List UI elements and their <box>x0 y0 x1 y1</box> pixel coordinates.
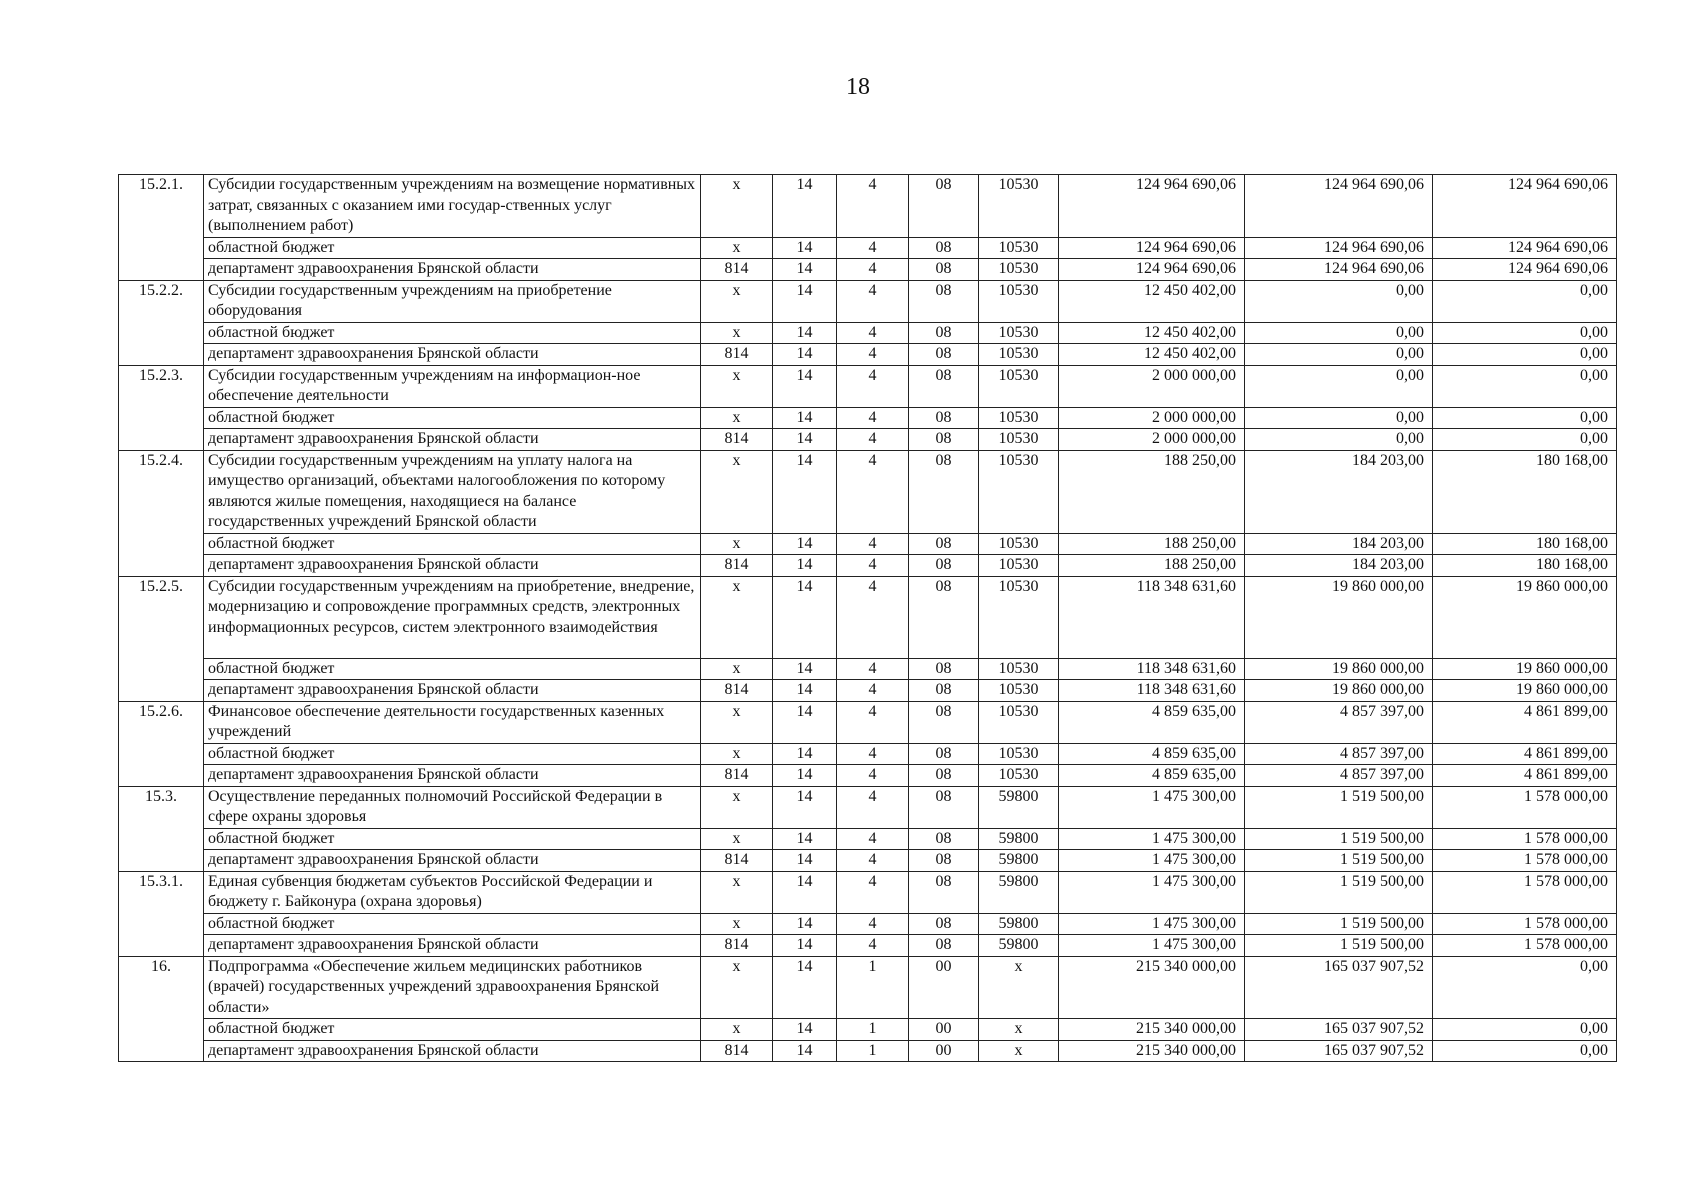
amount-year-1: 118 348 631,60 <box>1059 680 1245 702</box>
amount-year-1: 12 450 402,00 <box>1059 280 1245 322</box>
budget-code: 1 <box>837 1019 909 1041</box>
amount-year-3: 1 578 000,00 <box>1433 871 1617 913</box>
amount-year-3: 0,00 <box>1433 1040 1617 1062</box>
amount-year-3: 0,00 <box>1433 1019 1617 1041</box>
budget-code: 1 <box>837 956 909 1019</box>
table-subrow <box>119 533 1617 555</box>
budget-code: х <box>701 786 773 828</box>
budget-code: 10530 <box>979 765 1059 787</box>
budget-code: 14 <box>773 322 837 344</box>
budget-code: 10530 <box>979 658 1059 680</box>
budget-code: 08 <box>909 533 979 555</box>
budget-code: 14 <box>773 533 837 555</box>
budget-code: 08 <box>909 175 979 238</box>
table-subrow <box>119 1040 1617 1062</box>
budget-code: 10530 <box>979 429 1059 451</box>
subrow-description: департамент здравоохранения Брянской области <box>204 344 701 366</box>
amount-year-3: 4 861 899,00 <box>1433 765 1617 787</box>
amount-year-1: 1 475 300,00 <box>1059 786 1245 828</box>
amount-year-2: 1 519 500,00 <box>1245 913 1433 935</box>
item-number: 15.2.4. <box>119 450 204 576</box>
amount-year-2: 1 519 500,00 <box>1245 828 1433 850</box>
table-row <box>119 175 1617 238</box>
budget-code: х <box>701 280 773 322</box>
amount-year-1: 1 475 300,00 <box>1059 935 1245 957</box>
budget-code: 814 <box>701 429 773 451</box>
budget-code: х <box>701 913 773 935</box>
amount-year-2: 165 037 907,52 <box>1245 1040 1433 1062</box>
table-subrow <box>119 743 1617 765</box>
subrow-description: областной бюджет <box>204 237 701 259</box>
amount-year-1: 124 964 690,06 <box>1059 237 1245 259</box>
amount-year-1: 4 859 635,00 <box>1059 765 1245 787</box>
budget-code: 814 <box>701 935 773 957</box>
table-row <box>119 701 1617 743</box>
budget-code: 14 <box>773 450 837 533</box>
budget-code: х <box>701 576 773 658</box>
budget-code: 14 <box>773 344 837 366</box>
amount-year-2: 0,00 <box>1245 344 1433 366</box>
budget-code: 59800 <box>979 786 1059 828</box>
item-description: Субсидии государственным учреждениям на уплату налога на имущество организаций, объектами налогообложения по которому являются жилые помещения, находящиеся на балансе государственных учреждений Брянской области <box>204 450 701 533</box>
budget-code: 4 <box>837 450 909 533</box>
item-description: Единая субвенция бюджетам субъектов Российской Федерации и бюджету г. Байконура (охрана здоровья) <box>204 871 701 913</box>
subrow-description: департамент здравоохранения Брянской области <box>204 765 701 787</box>
budget-code: 4 <box>837 701 909 743</box>
amount-year-2: 184 203,00 <box>1245 450 1433 533</box>
table-subrow <box>119 322 1617 344</box>
amount-year-1: 188 250,00 <box>1059 555 1245 577</box>
amount-year-2: 124 964 690,06 <box>1245 237 1433 259</box>
budget-code: 10530 <box>979 533 1059 555</box>
budget-code: 14 <box>773 555 837 577</box>
amount-year-2: 19 860 000,00 <box>1245 680 1433 702</box>
budget-code: х <box>701 322 773 344</box>
amount-year-2: 124 964 690,06 <box>1245 259 1433 281</box>
table-subrow <box>119 344 1617 366</box>
subrow-description: департамент здравоохранения Брянской области <box>204 850 701 872</box>
item-number: 15.3. <box>119 786 204 871</box>
budget-code: 10530 <box>979 576 1059 658</box>
table-subrow <box>119 658 1617 680</box>
budget-code: 08 <box>909 365 979 407</box>
amount-year-3: 4 861 899,00 <box>1433 743 1617 765</box>
budget-code: х <box>701 237 773 259</box>
budget-code: 4 <box>837 322 909 344</box>
budget-code: 14 <box>773 935 837 957</box>
budget-code: 59800 <box>979 913 1059 935</box>
budget-code: 14 <box>773 1040 837 1062</box>
budget-code: 4 <box>837 576 909 658</box>
table-row <box>119 365 1617 407</box>
budget-code: 08 <box>909 555 979 577</box>
budget-code: 14 <box>773 407 837 429</box>
budget-code: 4 <box>837 786 909 828</box>
table-subrow <box>119 555 1617 577</box>
budget-code: 08 <box>909 407 979 429</box>
amount-year-2: 1 519 500,00 <box>1245 935 1433 957</box>
budget-code: 814 <box>701 259 773 281</box>
budget-code: 10530 <box>979 175 1059 238</box>
amount-year-1: 1 475 300,00 <box>1059 828 1245 850</box>
budget-code: 59800 <box>979 850 1059 872</box>
amount-year-2: 4 857 397,00 <box>1245 743 1433 765</box>
table-subrow <box>119 407 1617 429</box>
budget-code: 08 <box>909 259 979 281</box>
amount-year-3: 19 860 000,00 <box>1433 576 1617 658</box>
amount-year-3: 124 964 690,06 <box>1433 237 1617 259</box>
budget-code: 4 <box>837 429 909 451</box>
budget-code: 14 <box>773 871 837 913</box>
budget-code: 08 <box>909 344 979 366</box>
budget-code: х <box>701 1019 773 1041</box>
amount-year-2: 1 519 500,00 <box>1245 871 1433 913</box>
item-number: 15.3.1. <box>119 871 204 956</box>
budget-code: х <box>979 1040 1059 1062</box>
table-subrow <box>119 935 1617 957</box>
item-description: Субсидии государственным учреждениям на информацион-ное обеспечение деятельности <box>204 365 701 407</box>
amount-year-3: 0,00 <box>1433 365 1617 407</box>
budget-code: 08 <box>909 576 979 658</box>
budget-code: 4 <box>837 850 909 872</box>
budget-code: 59800 <box>979 935 1059 957</box>
budget-code: 14 <box>773 828 837 850</box>
budget-code: 4 <box>837 555 909 577</box>
item-description: Финансовое обеспечение деятельности государственных казенных учреждений <box>204 701 701 743</box>
budget-code: 10530 <box>979 555 1059 577</box>
budget-code: 14 <box>773 850 837 872</box>
subrow-description: департамент здравоохранения Брянской области <box>204 1040 701 1062</box>
table-subrow <box>119 237 1617 259</box>
amount-year-2: 165 037 907,52 <box>1245 1019 1433 1041</box>
amount-year-3: 1 578 000,00 <box>1433 913 1617 935</box>
budget-code: 59800 <box>979 828 1059 850</box>
amount-year-3: 0,00 <box>1433 429 1617 451</box>
budget-code: 4 <box>837 407 909 429</box>
amount-year-1: 12 450 402,00 <box>1059 344 1245 366</box>
budget-code: 08 <box>909 237 979 259</box>
table-subrow <box>119 850 1617 872</box>
amount-year-1: 118 348 631,60 <box>1059 658 1245 680</box>
budget-code: х <box>701 450 773 533</box>
budget-code: 10530 <box>979 237 1059 259</box>
item-description: Осуществление переданных полномочий Российской Федерации в сфере охраны здоровья <box>204 786 701 828</box>
table-row <box>119 956 1617 1019</box>
budget-code: 4 <box>837 680 909 702</box>
budget-code: 814 <box>701 680 773 702</box>
budget-code: 4 <box>837 237 909 259</box>
budget-code: х <box>701 871 773 913</box>
budget-code: 14 <box>773 680 837 702</box>
amount-year-1: 1 475 300,00 <box>1059 850 1245 872</box>
budget-code: 14 <box>773 743 837 765</box>
budget-code: х <box>701 533 773 555</box>
budget-code: х <box>701 658 773 680</box>
amount-year-1: 188 250,00 <box>1059 450 1245 533</box>
budget-code: 814 <box>701 850 773 872</box>
budget-code: 59800 <box>979 871 1059 913</box>
budget-code: 08 <box>909 828 979 850</box>
budget-code: 10530 <box>979 701 1059 743</box>
budget-code: х <box>701 743 773 765</box>
table-subrow <box>119 680 1617 702</box>
budget-code: 814 <box>701 555 773 577</box>
budget-code: х <box>701 175 773 238</box>
amount-year-3: 19 860 000,00 <box>1433 658 1617 680</box>
table-row <box>119 871 1617 913</box>
amount-year-2: 165 037 907,52 <box>1245 956 1433 1019</box>
budget-code: 4 <box>837 828 909 850</box>
budget-code: 814 <box>701 344 773 366</box>
item-number: 15.2.2. <box>119 280 204 365</box>
budget-code: 08 <box>909 743 979 765</box>
item-description: Подпрограмма «Обеспечение жильем медицинских работников (врачей) государственных учреждений здравоохранения Брянской области» <box>204 956 701 1019</box>
budget-code: 4 <box>837 344 909 366</box>
amount-year-1: 215 340 000,00 <box>1059 1019 1245 1041</box>
budget-code: 08 <box>909 450 979 533</box>
amount-year-1: 215 340 000,00 <box>1059 956 1245 1019</box>
budget-code: 14 <box>773 1019 837 1041</box>
subrow-description: областной бюджет <box>204 533 701 555</box>
item-number: 15.2.3. <box>119 365 204 450</box>
table-row <box>119 280 1617 322</box>
amount-year-2: 0,00 <box>1245 365 1433 407</box>
budget-code: 10530 <box>979 365 1059 407</box>
budget-code: 10530 <box>979 259 1059 281</box>
budget-code: 10530 <box>979 680 1059 702</box>
amount-year-2: 19 860 000,00 <box>1245 576 1433 658</box>
budget-code: 08 <box>909 765 979 787</box>
item-description: Субсидии государственным учреждениям на возмещение нормативных затрат, связанных с оказанием ими государ-ственных услуг (выполнением работ) <box>204 175 701 238</box>
table-subrow <box>119 913 1617 935</box>
budget-code: х <box>701 956 773 1019</box>
amount-year-1: 4 859 635,00 <box>1059 701 1245 743</box>
subrow-description: областной бюджет <box>204 828 701 850</box>
budget-code: х <box>979 1019 1059 1041</box>
budget-code: 10530 <box>979 407 1059 429</box>
amount-year-3: 0,00 <box>1433 322 1617 344</box>
budget-code: 4 <box>837 533 909 555</box>
subrow-description: департамент здравоохранения Брянской области <box>204 555 701 577</box>
amount-year-3: 19 860 000,00 <box>1433 680 1617 702</box>
budget-code: 10530 <box>979 743 1059 765</box>
budget-code: 4 <box>837 913 909 935</box>
amount-year-2: 0,00 <box>1245 322 1433 344</box>
amount-year-3: 124 964 690,06 <box>1433 175 1617 238</box>
amount-year-3: 180 168,00 <box>1433 450 1617 533</box>
amount-year-3: 0,00 <box>1433 344 1617 366</box>
budget-code: 00 <box>909 1040 979 1062</box>
table-row <box>119 786 1617 828</box>
amount-year-2: 0,00 <box>1245 280 1433 322</box>
amount-year-3: 4 861 899,00 <box>1433 701 1617 743</box>
subrow-description: областной бюджет <box>204 1019 701 1041</box>
budget-code: 14 <box>773 786 837 828</box>
item-number: 15.2.6. <box>119 701 204 786</box>
budget-code: 4 <box>837 280 909 322</box>
budget-code: х <box>701 365 773 407</box>
budget-code: 14 <box>773 259 837 281</box>
budget-code: х <box>979 956 1059 1019</box>
budget-code: 08 <box>909 871 979 913</box>
budget-code: 14 <box>773 175 837 238</box>
budget-code: 08 <box>909 913 979 935</box>
item-description: Субсидии государственным учреждениям на приобретение оборудования <box>204 280 701 322</box>
budget-code: 4 <box>837 259 909 281</box>
budget-code: 4 <box>837 871 909 913</box>
budget-code: 814 <box>701 1040 773 1062</box>
amount-year-2: 0,00 <box>1245 407 1433 429</box>
table-row <box>119 576 1617 658</box>
amount-year-1: 1 475 300,00 <box>1059 913 1245 935</box>
budget-code: 08 <box>909 322 979 344</box>
budget-table <box>118 174 1617 1062</box>
budget-code: 08 <box>909 850 979 872</box>
page-number: 18 <box>846 74 870 100</box>
budget-code: 14 <box>773 658 837 680</box>
item-number: 15.2.1. <box>119 175 204 281</box>
amount-year-3: 0,00 <box>1433 280 1617 322</box>
amount-year-2: 4 857 397,00 <box>1245 765 1433 787</box>
budget-code: 10530 <box>979 322 1059 344</box>
subrow-description: областной бюджет <box>204 407 701 429</box>
budget-code: 10530 <box>979 280 1059 322</box>
table-subrow <box>119 429 1617 451</box>
amount-year-3: 1 578 000,00 <box>1433 828 1617 850</box>
amount-year-1: 188 250,00 <box>1059 533 1245 555</box>
amount-year-3: 1 578 000,00 <box>1433 850 1617 872</box>
amount-year-3: 1 578 000,00 <box>1433 786 1617 828</box>
table-subrow <box>119 828 1617 850</box>
amount-year-1: 215 340 000,00 <box>1059 1040 1245 1062</box>
budget-code: 14 <box>773 913 837 935</box>
amount-year-2: 4 857 397,00 <box>1245 701 1433 743</box>
amount-year-3: 0,00 <box>1433 956 1617 1019</box>
amount-year-1: 2 000 000,00 <box>1059 407 1245 429</box>
subrow-description: департамент здравоохранения Брянской области <box>204 259 701 281</box>
budget-code: 14 <box>773 365 837 407</box>
budget-code: 4 <box>837 175 909 238</box>
amount-year-2: 0,00 <box>1245 429 1433 451</box>
subrow-description: областной бюджет <box>204 913 701 935</box>
item-description: Субсидии государственным учреждениям на приобретение, внедрение, модернизацию и сопровождение программных средств, электронных информационных ресурсов, систем электронного взаимодействия <box>204 576 701 658</box>
amount-year-3: 0,00 <box>1433 407 1617 429</box>
amount-year-1: 118 348 631,60 <box>1059 576 1245 658</box>
subrow-description: департамент здравоохранения Брянской области <box>204 680 701 702</box>
budget-code: 4 <box>837 658 909 680</box>
budget-code: 14 <box>773 701 837 743</box>
budget-code: 14 <box>773 765 837 787</box>
budget-code: 10530 <box>979 344 1059 366</box>
amount-year-1: 1 475 300,00 <box>1059 871 1245 913</box>
budget-code: 08 <box>909 280 979 322</box>
amount-year-1: 2 000 000,00 <box>1059 429 1245 451</box>
budget-code: 08 <box>909 786 979 828</box>
subrow-description: областной бюджет <box>204 658 701 680</box>
amount-year-2: 184 203,00 <box>1245 555 1433 577</box>
subrow-description: департамент здравоохранения Брянской области <box>204 935 701 957</box>
amount-year-2: 1 519 500,00 <box>1245 850 1433 872</box>
amount-year-2: 19 860 000,00 <box>1245 658 1433 680</box>
table-subrow <box>119 765 1617 787</box>
amount-year-2: 124 964 690,06 <box>1245 175 1433 238</box>
budget-code: 814 <box>701 765 773 787</box>
amount-year-3: 1 578 000,00 <box>1433 935 1617 957</box>
budget-code: 08 <box>909 429 979 451</box>
item-number: 16. <box>119 956 204 1062</box>
amount-year-1: 12 450 402,00 <box>1059 322 1245 344</box>
amount-year-3: 180 168,00 <box>1433 533 1617 555</box>
budget-code: х <box>701 407 773 429</box>
amount-year-3: 180 168,00 <box>1433 555 1617 577</box>
budget-code: 14 <box>773 237 837 259</box>
budget-code: 00 <box>909 1019 979 1041</box>
budget-code: 4 <box>837 365 909 407</box>
budget-code: 4 <box>837 743 909 765</box>
table-subrow <box>119 1019 1617 1041</box>
budget-code: 14 <box>773 280 837 322</box>
budget-code: 14 <box>773 956 837 1019</box>
budget-code: 1 <box>837 1040 909 1062</box>
amount-year-2: 184 203,00 <box>1245 533 1433 555</box>
subrow-description: областной бюджет <box>204 743 701 765</box>
budget-code: 08 <box>909 701 979 743</box>
budget-code: 10530 <box>979 450 1059 533</box>
budget-code: 14 <box>773 576 837 658</box>
subrow-description: областной бюджет <box>204 322 701 344</box>
budget-code: х <box>701 701 773 743</box>
budget-code: 00 <box>909 956 979 1019</box>
budget-code: 08 <box>909 935 979 957</box>
amount-year-2: 1 519 500,00 <box>1245 786 1433 828</box>
budget-code: 08 <box>909 680 979 702</box>
budget-code: 4 <box>837 935 909 957</box>
budget-code: 08 <box>909 658 979 680</box>
budget-code: х <box>701 828 773 850</box>
subrow-description: департамент здравоохранения Брянской области <box>204 429 701 451</box>
amount-year-1: 4 859 635,00 <box>1059 743 1245 765</box>
amount-year-1: 2 000 000,00 <box>1059 365 1245 407</box>
budget-code: 14 <box>773 429 837 451</box>
table-row <box>119 450 1617 533</box>
item-number: 15.2.5. <box>119 576 204 701</box>
table-subrow <box>119 259 1617 281</box>
amount-year-1: 124 964 690,06 <box>1059 175 1245 238</box>
amount-year-3: 124 964 690,06 <box>1433 259 1617 281</box>
budget-code: 4 <box>837 765 909 787</box>
amount-year-1: 124 964 690,06 <box>1059 259 1245 281</box>
